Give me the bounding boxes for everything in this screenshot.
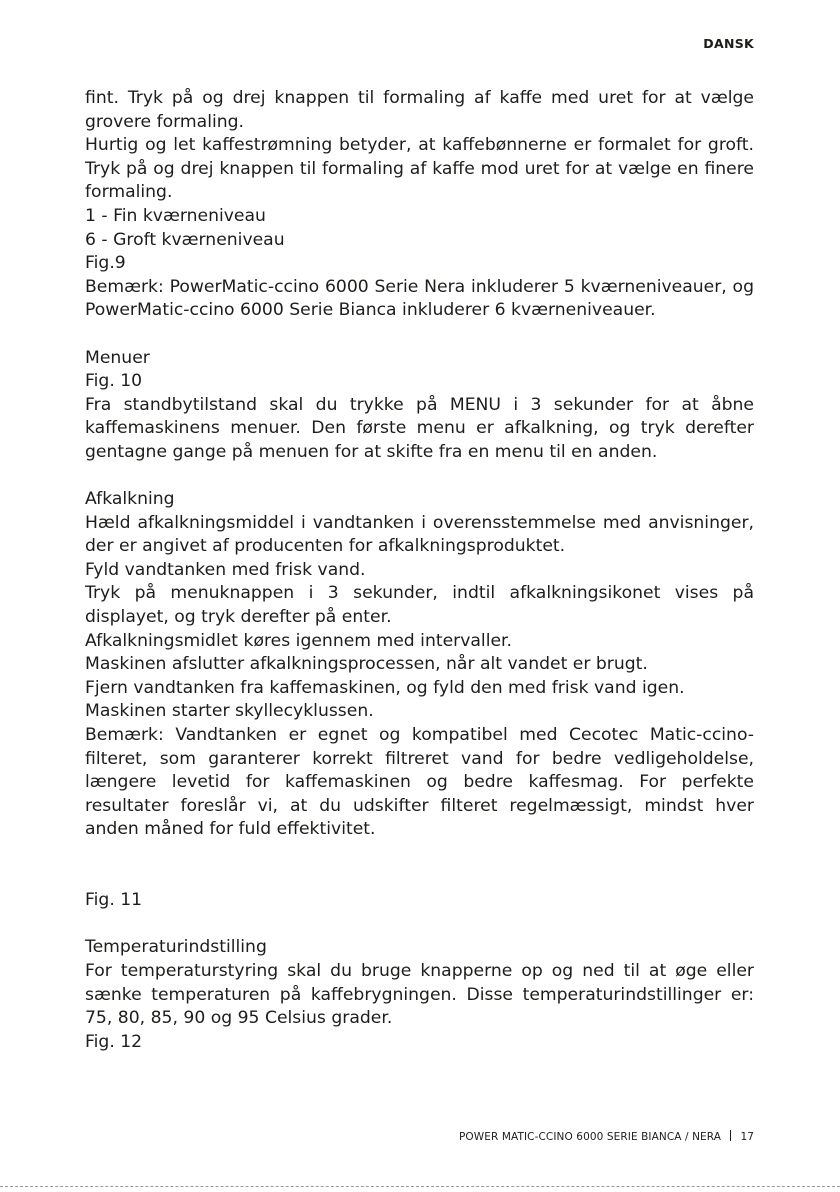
page-number: 17 (740, 1131, 754, 1143)
paragraph-descaling-step: Tryk på menuknappen i 3 sekunder, indtil afkalkningsikonet vises på displayet, og tryk derefter på enter. (85, 583, 754, 628)
paragraph-descaling-step: Fyld vandtanken med frisk vand. (85, 559, 366, 580)
section-heading-menus: Menuer (85, 347, 150, 368)
section-heading-descaling: Afkalkning (85, 489, 175, 510)
paragraph-descaling-step: Fjern vandtanken fra kaffemaskinen, og fyld den med frisk vand igen. (85, 677, 685, 698)
figure-reference: Fig. 12 (85, 1031, 143, 1052)
spacer (85, 465, 754, 489)
page-body (85, 87, 754, 1054)
paragraph-menus: Fra standbytilstand skal du trykke på MENU i 3 sekunder for at åbne kaffemaskinens menuer. Den første menu er afkalkning, og tryk derefter gentagne gange på menuen for at skifte fra en menu til en anden. (85, 394, 754, 462)
paragraph-temperature: For temperaturstyring skal du bruge knapperne op og ned til at øge eller sænke temperaturen på kaffebrygningen. Disse temperaturindstillinger er: 75, 80, 85, 90 og 95 Celsius grader. (85, 960, 754, 1029)
trim-line (0, 1186, 840, 1187)
page-footer (459, 1130, 754, 1143)
footer-divider (730, 1130, 731, 1141)
paragraph-grinding-coarse: Hurtig og let kaffestrømning betyder, at kaffebønnerne er formalet for groft. Tryk på og drej knappen til formaling af kaffe mod uret for at vælge en finere formaling. (85, 135, 754, 203)
paragraph-descaling-step: Afkalkningsmidlet køres igennem med intervaller. (85, 630, 513, 651)
figure-reference: Fig.9 (85, 253, 126, 274)
spacer (85, 842, 754, 889)
paragraph-descaling-step: Maskinen starter skyllecyklussen. (85, 701, 374, 722)
paragraph-descaling-step: Maskinen afslutter afkalkningsprocessen, når alt vandet er brugt. (85, 654, 648, 675)
figure-reference: Fig. 11 (85, 890, 143, 911)
footer-product-name: POWER MATIC-CCINO 6000 SERIE BIANCA / NERA (458, 1131, 722, 1143)
section-heading-temperature: Temperaturindstilling (85, 937, 267, 958)
list-item-coarse-level: 6 - Groft kværneniveau (85, 229, 285, 250)
paragraph-grinding-fine: fint. Tryk på og drej knappen til formaling af kaffe med uret for at vælge grovere formaling. (85, 88, 754, 132)
note-grind-levels: Bemærk: PowerMatic-ccino 6000 Serie Nera inkluderer 5 kværneniveauer, og PowerMatic-ccino 6000 Serie Bianca inkluderer 6 kværneniveauer. (85, 276, 754, 321)
spacer (85, 323, 754, 347)
list-item-fine-level: 1 - Fin kværneniveau (85, 205, 266, 226)
spacer (85, 913, 754, 937)
language-label: DANSK (703, 36, 754, 51)
figure-reference: Fig. 10 (85, 371, 143, 392)
paragraph-descaling-step: Hæld afkalkningsmiddel i vandtanken i overensstemmelse med anvisninger, der er angivet af producenten for afkalkningsproduktet. (85, 512, 754, 557)
note-water-filter: Bemærk: Vandtanken er egnet og kompatibel med Cecotec Matic-ccino-filteret, som garanterer korrekt filtreret vand for bedre vedligeholdelse, længere levetid for kaffemaskinen og bedre kaffesmag. For perfekte resultater foreslår vi, at du udskifter filteret regelmæssigt, mindst hver anden måned for fuld effektivitet. (85, 725, 754, 840)
